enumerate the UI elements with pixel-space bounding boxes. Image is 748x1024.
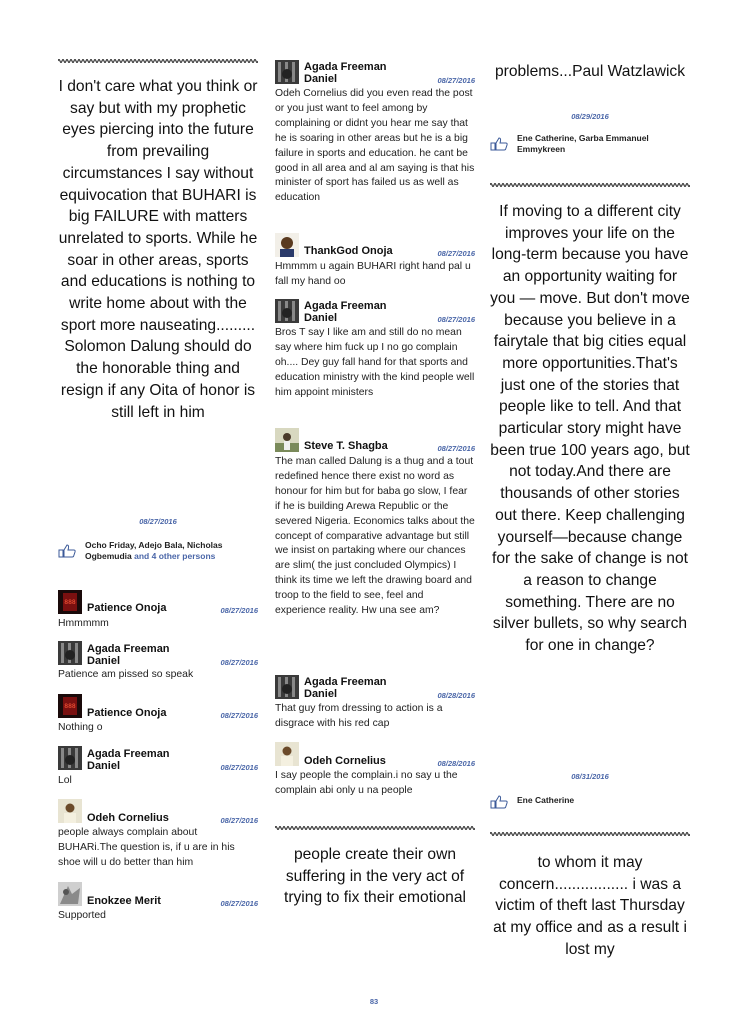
- commenter-name[interactable]: Agada Freeman: [87, 748, 170, 760]
- commenter-name-line2[interactable]: Daniel: [87, 655, 121, 667]
- post-divider: [490, 830, 690, 838]
- post-text: I don't care what you think or say but with my prophetic eyes piercing into the future from prevailing circumstances I say without equivocation that BUHARI is big FAILURE with matters unrelated to sports. While he soar in other areas, sports and educations is nothing to write home about with the sport more nauseating......... Solomon Dalung should do the honorable thing and resign if any Oita of honor is still left in him: [58, 78, 258, 421]
- thumbs-up-icon: [490, 795, 508, 809]
- comment-date: 08/27/2016: [220, 711, 258, 720]
- commenter-name[interactable]: Patience Onoja: [87, 707, 167, 719]
- comment-date: 08/27/2016: [437, 249, 475, 258]
- comment-text: Nothing o: [58, 722, 103, 733]
- avatar: [275, 233, 299, 257]
- commenter-name[interactable]: Odeh Cornelius: [87, 812, 169, 824]
- comment-date: 08/27/2016: [437, 315, 475, 324]
- avatar: [58, 694, 82, 718]
- avatar: [275, 299, 299, 323]
- likes-more-link[interactable]: and 4 other persons: [131, 551, 216, 561]
- comment-date: 08/28/2016: [437, 691, 475, 700]
- comment-text: Supported: [58, 910, 106, 921]
- likes-text: Ene Catherine, Garba Emmanuel Emmykreen: [517, 133, 649, 154]
- commenter-name-line2[interactable]: Daniel: [304, 73, 338, 85]
- avatar: [275, 742, 299, 766]
- comment-date: 08/27/2016: [220, 606, 258, 615]
- thumbs-up-icon: [58, 544, 76, 558]
- likes-row[interactable]: [58, 540, 258, 562]
- commenter-name[interactable]: Odeh Cornelius: [304, 755, 386, 767]
- post-date: 08/27/2016: [139, 517, 177, 526]
- comment-text: I say people the complain.i no say u the complain abi only u na people: [275, 770, 458, 796]
- avatar: [58, 641, 82, 665]
- comment-text: people always complain about BUHARi.The question is, if u are in his shoe will u do better than him: [58, 827, 235, 868]
- comment-text: That guy from dressing to action is a disgrace with his red cap: [275, 703, 443, 729]
- avatar: [275, 60, 299, 84]
- commenter-name[interactable]: Enokzee Merit: [87, 895, 161, 907]
- post-divider: [490, 181, 690, 189]
- commenter-name-line2[interactable]: Daniel: [304, 312, 338, 324]
- commenter-name-line2[interactable]: Daniel: [87, 760, 121, 772]
- commenter-name[interactable]: Steve T. Shagba: [304, 440, 388, 452]
- likes-text: Ene Catherine: [517, 795, 575, 805]
- commenter-name[interactable]: Agada Freeman: [304, 61, 387, 73]
- comment-date: 08/27/2016: [437, 76, 475, 85]
- comment-text: Bros T say I like am and still do no mean say where him fuck up I no go complain oh.... Dey guy fall hand for that sports and education ministry with the kind people well him appoint ministers: [275, 327, 475, 398]
- commenter-name[interactable]: Agada Freeman: [87, 643, 170, 655]
- post-text: people create their own suffering in the very act of trying to fix their emotional: [283, 846, 466, 907]
- svg-text:888: 888: [64, 599, 76, 606]
- comment-date: 08/27/2016: [220, 816, 258, 825]
- likes-row[interactable]: [490, 791, 690, 813]
- comment-text: Patience am pissed so speak: [58, 669, 194, 680]
- comment-date: 08/27/2016: [220, 899, 258, 908]
- commenter-name[interactable]: Agada Freeman: [304, 676, 387, 688]
- page-number: 83: [369, 997, 379, 1006]
- comment-date: 08/27/2016: [437, 444, 475, 453]
- post-text: If moving to a different city improves your life on the long-term because you have an opportunity waiting for you — move. But don't move because you believe in a fairytale that big cities equal more opportunities.That's just one of the stories that people like to tell. And that particular story might have been true 100 years ago, but not today.And there are thousands of other stories out there. Keep challenging yourself—because change for the sake of change is not a reason to change something. There are no silver bullets, so why search for one in change?: [490, 203, 690, 655]
- avatar: [58, 590, 82, 614]
- avatar: [275, 675, 299, 699]
- avatar: [58, 746, 82, 770]
- comment-text: Hmmmmm: [58, 618, 109, 629]
- likes-text: Ocho Friday, Adejo Bala, Nicholas Ogbemudia and 4 other persons: [85, 540, 223, 561]
- comment-text: Lol: [58, 775, 72, 786]
- commenter-name[interactable]: Agada Freeman: [304, 300, 387, 312]
- comment-date: 08/27/2016: [220, 763, 258, 772]
- comment-text: Hmmmm u again BUHARI right hand pal u fall my hand oo: [275, 261, 471, 287]
- thumbs-up-icon: [490, 137, 508, 151]
- comment-text: Odeh Cornelius did you even read the post or you just want to feel among by complaining or didnt you hear me say that he is soaring in other areas but he is a big failure in sports and education. he cant be good in all area and al am saying is that his minister of sport has failed us as well as education: [275, 88, 475, 204]
- post-date: 08/29/2016: [571, 112, 609, 121]
- comment-date: 08/28/2016: [437, 759, 475, 768]
- likes-row[interactable]: [490, 133, 690, 155]
- avatar: [275, 428, 299, 452]
- commenter-name[interactable]: Patience Onoja: [87, 602, 167, 614]
- commenter-name[interactable]: ThankGod Onoja: [304, 245, 393, 257]
- commenter-name-line2[interactable]: Daniel: [304, 688, 338, 700]
- post-divider: [58, 57, 258, 65]
- comment-text: The man called Dalung is a thug and a tout redefined hence there exist no word as honour for him but for baba go slow, I fear if he is building Arewa Republic or the severed Nigeria. Economics talks about the concept of comparative advantage but still we insist on partaking where our chances are slim( the just concluded Olympics) I think its time we left the drawing board and troop to the field to see, feel and experience reality. Hw una see am?: [275, 456, 475, 617]
- svg-text:888: 888: [64, 703, 76, 710]
- avatar: [58, 799, 82, 823]
- post-text: to whom it may concern................. i was a victim of theft last Thursday at my office and as a result i lost my: [493, 854, 687, 958]
- comment-date: 08/27/2016: [220, 658, 258, 667]
- post-divider: [275, 824, 475, 832]
- post-date: 08/31/2016: [571, 772, 609, 781]
- post-text: problems...Paul Watzlawick: [494, 63, 686, 80]
- avatar: [58, 882, 82, 906]
